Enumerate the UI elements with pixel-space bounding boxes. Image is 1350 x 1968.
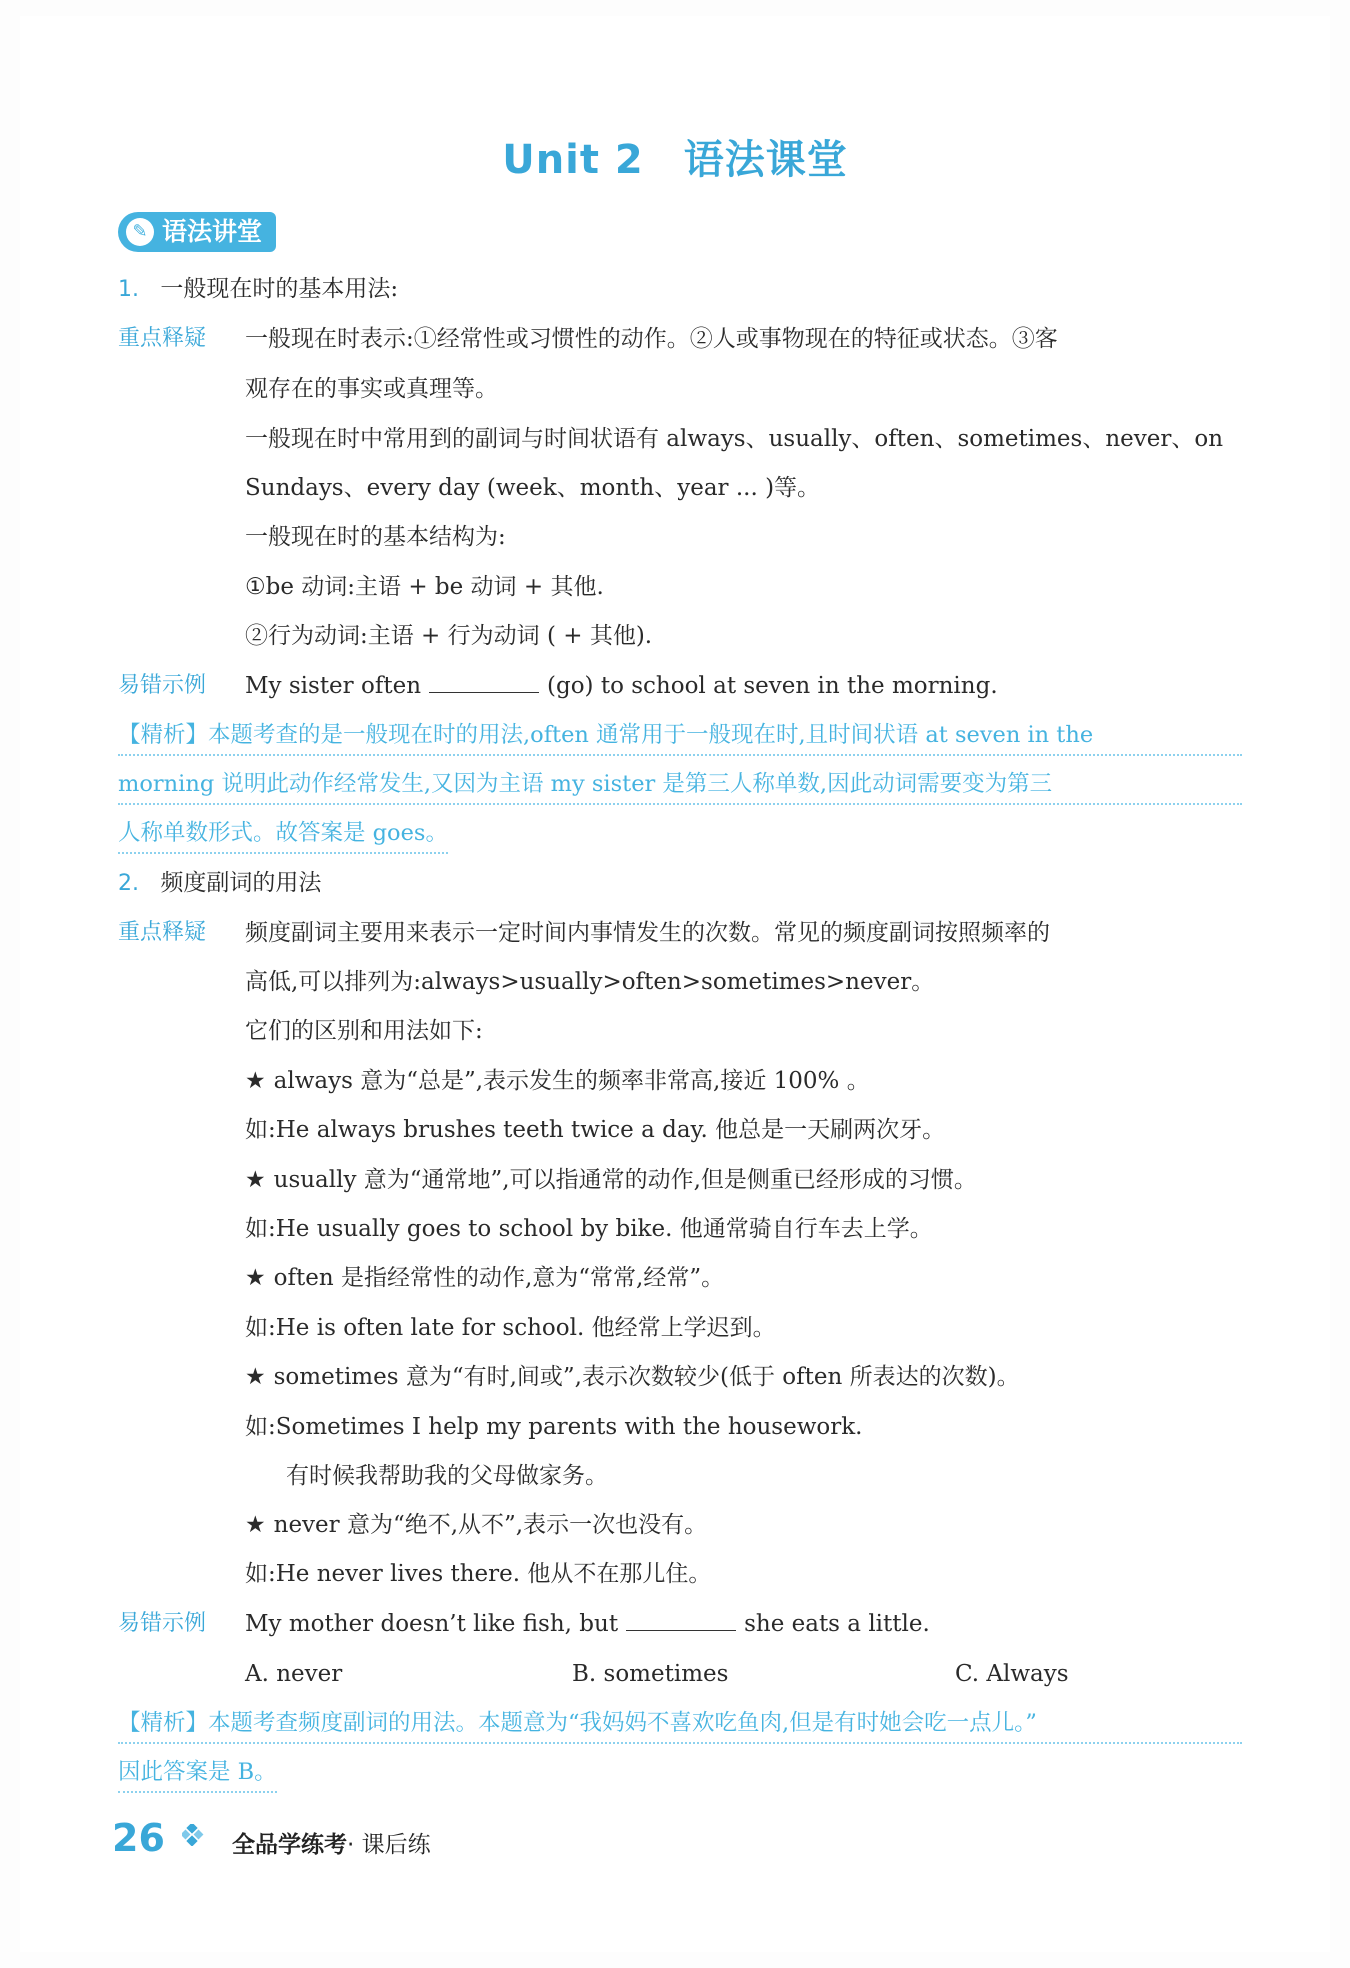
frequency-example: 如:He never lives there. 他从不在那儿住。 bbox=[245, 1561, 712, 1587]
chat-bubble-icon: ✎ bbox=[126, 218, 154, 246]
error-label-1: 易错示例 bbox=[118, 673, 207, 698]
section-badge bbox=[118, 212, 276, 252]
topic1-example bbox=[245, 669, 998, 703]
section-badge-label: 语法讲堂 bbox=[162, 217, 263, 246]
title-name: 语法课堂 bbox=[683, 137, 848, 183]
frequency-item-text: never 意为“绝不,从不”,表示一次也没有。 bbox=[273, 1512, 708, 1538]
topic1-example-before: My sister often bbox=[245, 673, 422, 699]
topic1-heading bbox=[118, 272, 398, 307]
frequency-item bbox=[245, 1508, 707, 1542]
topic2-example-before: My mother doesn’t like fish, but bbox=[245, 1611, 619, 1637]
error-label-2: 易错示例 bbox=[118, 1611, 207, 1636]
star-icon: ★ bbox=[245, 1068, 266, 1094]
frequency-item bbox=[245, 1163, 977, 1197]
star-icon: ★ bbox=[245, 1364, 266, 1390]
frequency-example: 如:He is often late for school. 他经常上学迟到。 bbox=[245, 1315, 776, 1341]
topic1-analysis-line: morning 说明此动作经常发生,又因为主语 my sister 是第三人称单数,因此动词需要变为第三 bbox=[118, 767, 1242, 805]
diamond-icon bbox=[182, 1824, 204, 1846]
frequency-item-text: often 是指经常性的动作,意为“常常,经常”。 bbox=[273, 1265, 725, 1291]
topic2-heading-text: 频度副词的用法 bbox=[160, 870, 322, 896]
topic1-analysis-line: 人称单数形式。故答案是 goes。 bbox=[118, 816, 448, 854]
frequency-example: 如:He always brushes teeth twice a day. 他总是一天刷两次牙。 bbox=[245, 1117, 946, 1143]
page-number: 26 bbox=[112, 1816, 165, 1860]
key-label-2: 重点释疑 bbox=[118, 920, 207, 945]
star-icon: ★ bbox=[245, 1167, 266, 1193]
option-c: C. Always bbox=[955, 1661, 1069, 1687]
answer-blank bbox=[626, 1608, 736, 1631]
book-title bbox=[232, 1826, 431, 1859]
topic1-key-line: ②行为动词:主语 + 行为动词 ( + 其他). bbox=[245, 623, 653, 649]
option-b: B. sometimes bbox=[572, 1661, 729, 1687]
topic2-heading bbox=[118, 866, 321, 901]
topic1-key-line: 观存在的事实或真理等。 bbox=[245, 376, 498, 402]
topic2-key-line: 频度副词主要用来表示一定时间内事情发生的次数。常见的频度副词按照频率的 bbox=[245, 920, 1050, 946]
frequency-item-text: sometimes 意为“有时,间或”,表示次数较少(低于 often 所表达的次数)。 bbox=[273, 1364, 1020, 1390]
topic2-number: 2. bbox=[118, 871, 139, 896]
topic1-number: 1. bbox=[118, 277, 139, 302]
topic1-key-line: Sundays、every day (week、month、year ... )等。 bbox=[245, 475, 821, 501]
book-subtitle: · 课后练 bbox=[347, 1832, 431, 1858]
page-title bbox=[0, 128, 1350, 185]
frequency-item bbox=[245, 1261, 724, 1295]
frequency-item bbox=[245, 1360, 1020, 1394]
book-name: 全品学练考 bbox=[232, 1832, 347, 1858]
topic2-example bbox=[245, 1607, 930, 1641]
topic1-key-line: 一般现在时中常用到的副词与时间状语有 always、usually、often、sometimes、never、on bbox=[245, 426, 1224, 452]
topic1-analysis-line: 【精析】本题考查的是一般现在时的用法,often 通常用于一般现在时,且时间状语 at seven in the bbox=[118, 718, 1242, 756]
frequency-example: 如:He usually goes to school by bike. 他通常骑自行车去上学。 bbox=[245, 1216, 933, 1242]
topic1-example-after: (go) to school at seven in the morning. bbox=[547, 673, 998, 699]
frequency-item-text: always 意为“总是”,表示发生的频率非常高,接近 100% 。 bbox=[273, 1068, 870, 1094]
frequency-example-translation: 有时候我帮助我的父母做家务。 bbox=[286, 1463, 608, 1489]
topic1-key-line: 一般现在时表示:①经常性或习惯性的动作。②人或事物现在的特征或状态。③客 bbox=[245, 326, 1058, 352]
star-icon: ★ bbox=[245, 1265, 266, 1291]
topic1-key-line: 一般现在时的基本结构为: bbox=[245, 524, 506, 550]
topic2-analysis-line: 因此答案是 B。 bbox=[118, 1755, 277, 1793]
topic2-key-line: 高低,可以排列为:always>usually>often>sometimes>never。 bbox=[245, 969, 935, 995]
topic2-analysis-line: 【精析】本题考查频度副词的用法。本题意为“我妈妈不喜欢吃鱼肉,但是有时她会吃一点儿。” bbox=[118, 1706, 1242, 1744]
key-label-1: 重点释疑 bbox=[118, 326, 207, 351]
answer-blank bbox=[429, 670, 539, 693]
topic2-key-line: 它们的区别和用法如下: bbox=[245, 1018, 483, 1044]
frequency-item bbox=[245, 1064, 870, 1098]
option-a: A. never bbox=[245, 1661, 343, 1687]
frequency-example: 如:Sometimes I help my parents with the housework. bbox=[245, 1414, 863, 1440]
frequency-item-text: usually 意为“通常地”,可以指通常的动作,但是侧重已经形成的习惯。 bbox=[273, 1167, 977, 1193]
topic1-heading-text: 一般现在时的基本用法: bbox=[160, 276, 399, 302]
topic1-key-line: ①be 动词:主语 + be 动词 + 其他. bbox=[245, 574, 604, 600]
topic2-example-after: she eats a little. bbox=[744, 1611, 930, 1637]
star-icon: ★ bbox=[245, 1512, 266, 1538]
unit-label: Unit 2 bbox=[502, 137, 644, 183]
